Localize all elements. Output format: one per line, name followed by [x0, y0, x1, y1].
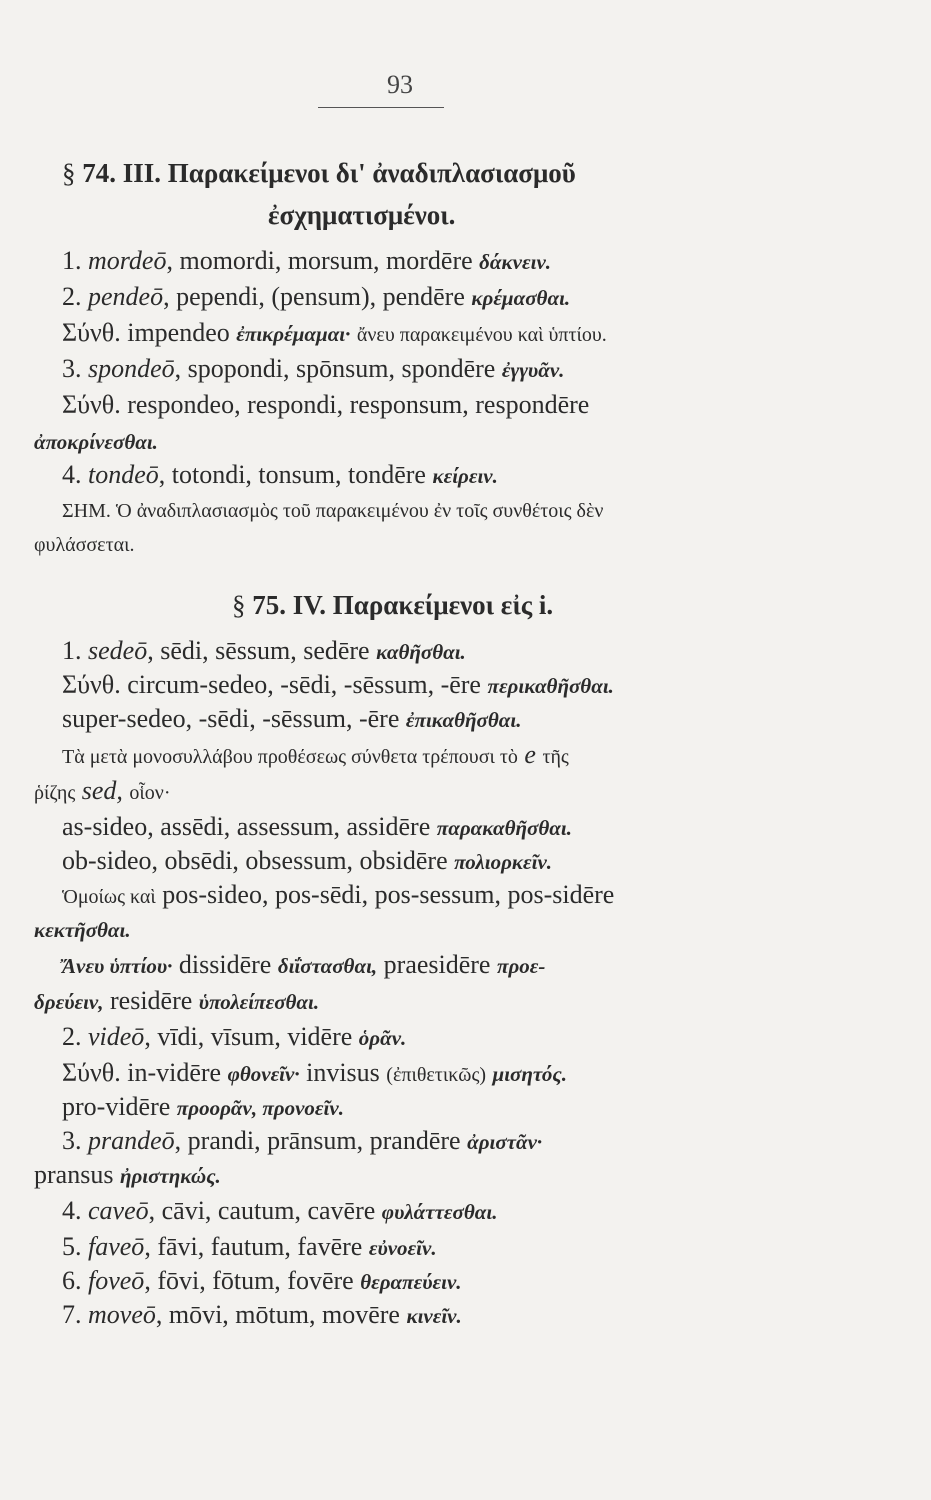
entry-line: 2. videō, vīdi, vīsum, vidēre ὁρᾶν.	[62, 1022, 407, 1051]
entry-line: Σύνθ. respondeo, respondi, responsum, respondēre	[62, 390, 590, 419]
entry-line: Σύνθ. impendeo ἐπικρέμαμαι· ἄνευ παρακειμένου καὶ ὑπτίου.	[62, 318, 607, 347]
entry-line: ob-sideo, obsēdi, obsessum, obsidēre πολιορκεῖν.	[62, 846, 553, 875]
entry-line: pro-vidēre προορᾶν, προνοεῖν.	[62, 1092, 344, 1121]
entry-line: δρεύειν, residēre ὑπολείπεσθαι.	[34, 986, 320, 1015]
entry-line: Ὁμοίως καὶ pos-sideo, pos-sēdi, pos-sessum, pos-sidēre	[62, 880, 615, 909]
entry-line: Σύνθ. circum-sedeo, -sēdi, -sēssum, -ēre περικαθῆσθαι.	[62, 670, 614, 699]
page-number-rule	[318, 107, 444, 108]
section-75-heading: § 75. IV. Παρακείμενοι εἰς i.	[232, 590, 554, 620]
entry-line: 7. moveō, mōvi, mōtum, movēre κινεῖν.	[62, 1300, 462, 1329]
entry-line: 2. pendeō, pependi, (pensum), pendēre κρέμασθαι.	[62, 282, 571, 311]
entry-line: Σύνθ. in-vidēre φθονεῖν· invisus (ἐπιθετικῶς) μισητός.	[62, 1058, 568, 1087]
entry-line: 3. prandeō, prandi, prānsum, prandēre ἀριστᾶν·	[62, 1126, 543, 1155]
entry-line: 1. sedeō, sēdi, sēssum, sedēre καθῆσθαι.	[62, 636, 466, 665]
entry-line: κεκτῆσθαι.	[34, 918, 131, 942]
entry-line: ῥίζης sed, οἷον·	[34, 776, 171, 805]
entry-line: ἀποκρίνεσθαι.	[34, 430, 158, 454]
section-74-heading-cont: ἐσχηματισμένοι.	[268, 200, 456, 230]
entry-line: 4. caveō, cāvi, cautum, cavēre φυλάττεσθαι.	[62, 1196, 498, 1225]
entry-line: 6. foveō, fōvi, fōtum, fovēre θεραπεύειν.	[62, 1266, 462, 1295]
entry-line: 3. spondeō, spopondi, spōnsum, spondēre ἐγγυᾶν.	[62, 354, 565, 383]
entry-line: 5. faveō, fāvi, fautum, favēre εὐνοεῖν.	[62, 1232, 437, 1261]
section-74-heading: § 74. III. Παρακείμενοι δι' ἀναδιπλασιασμοῦ	[62, 158, 576, 188]
entry-line: Ἄνευ ὑπτίου· dissidēre διΐστασθαι, praesidēre προε-	[62, 950, 546, 979]
note-line: ΣΗΜ. Ὁ ἀναδιπλασιασμὸς τοῦ παρακειμένου ἐν τοῖς συνθέτοις δὲν	[62, 500, 604, 522]
entry-line: pransus ἠριστηκώς.	[34, 1160, 221, 1189]
entry-line: 4. tondeō, totondi, tonsum, tondēre κείρειν.	[62, 460, 498, 489]
entry-line: 1. mordeō, momordi, morsum, mordēre δάκνειν.	[62, 246, 552, 275]
entry-line: super-sedeo, -sēdi, -sēssum, -ēre ἐπικαθῆσθαι.	[62, 704, 522, 733]
note-line: φυλάσσεται.	[34, 534, 135, 556]
entry-line: Τὰ μετὰ μονοσυλλάβου προθέσεως σύνθετα τρέπουσι τὸ e τῆς	[62, 740, 569, 769]
page-number: 93	[387, 70, 413, 99]
entry-line: as-sideo, assēdi, assessum, assidēre παρακαθῆσθαι.	[62, 812, 572, 841]
